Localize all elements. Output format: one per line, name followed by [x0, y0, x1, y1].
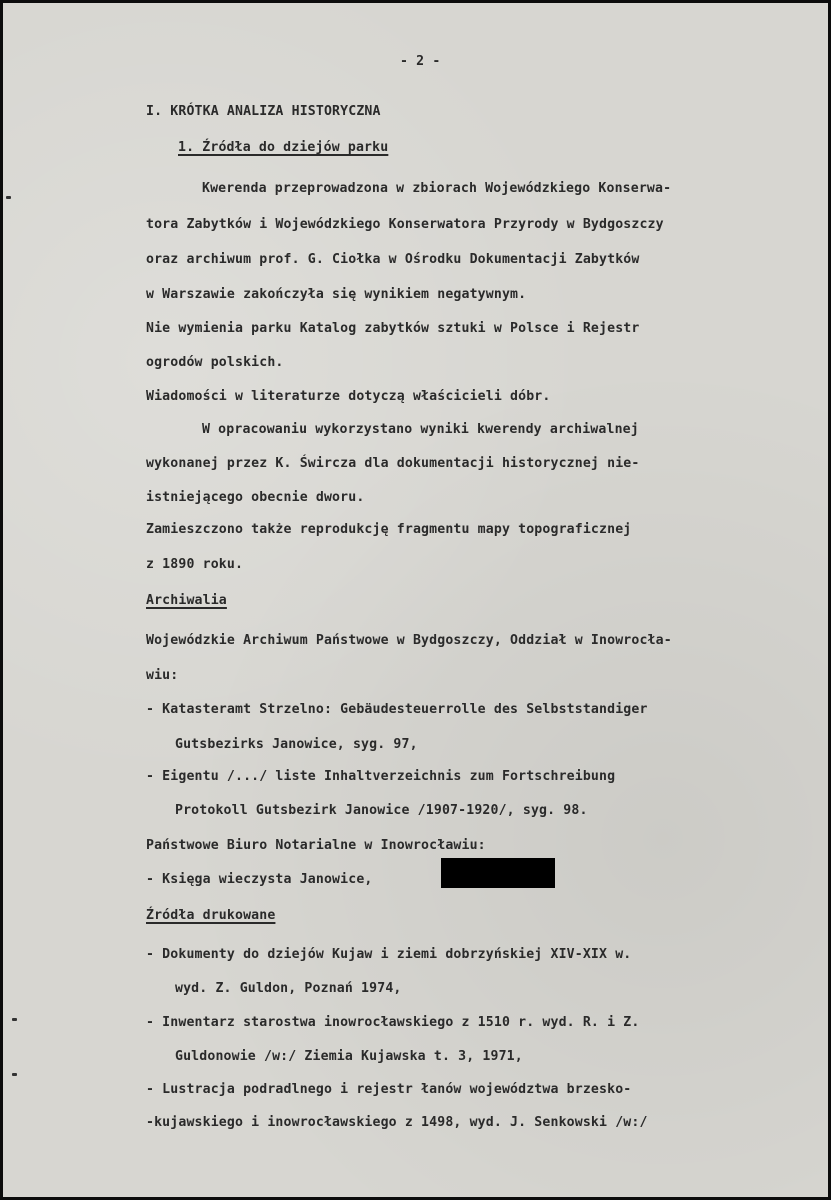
paragraph-line: Kwerenda przeprowadzona w zbiorach Wojewódzkiego Konserwa-: [202, 181, 672, 196]
section-heading: I. KRÓTKA ANALIZA HISTORYCZNA: [146, 104, 381, 119]
paragraph-line: w Warszawie zakończyła się wynikiem negatywnym.: [146, 287, 527, 302]
archiwalia-line: Protokoll Gutsbezirk Janowice /1907-1920/, syg. 98.: [175, 803, 588, 818]
printed-source-line: Guldonowie /w:/ Ziemia Kujawska t. 3, 1971,: [175, 1049, 523, 1064]
paragraph-line: tora Zabytków i Wojewódzkiego Konserwatora Przyrody w Bydgoszczy: [146, 217, 664, 232]
paragraph-line: W opracowaniu wykorzystano wyniki kwerendy archiwalnej: [202, 422, 639, 437]
archiwalia-line: - Księga wieczysta Janowice,: [146, 872, 373, 887]
archiwalia-line: Państwowe Biuro Notarialne w Inowrocławiu:: [146, 838, 486, 853]
paragraph-line: wykonanej przez K. Śwircza dla dokumentacji historycznej nie-: [146, 456, 640, 471]
redaction-block: [441, 858, 555, 888]
printed-source-line: wyd. Z. Guldon, Poznań 1974,: [175, 981, 402, 996]
printed-source-line: - Inwentarz starostwa inowrocławskiego z 1510 r. wyd. R. i Z.: [146, 1015, 640, 1030]
paragraph-line: oraz archiwum prof. G. Ciołka w Ośrodku Dokumentacji Zabytków: [146, 252, 640, 267]
printed-sources-heading: Źródła drukowane: [146, 908, 276, 923]
left-margin-mark: [6, 196, 11, 199]
archiwalia-heading: Archiwalia: [146, 593, 227, 608]
left-margin-mark: [12, 1018, 17, 1021]
paragraph-line: ogrodów polskich.: [146, 355, 284, 370]
document-page: [3, 3, 828, 1197]
archiwalia-line: wiu:: [146, 668, 179, 683]
left-margin-mark: [12, 1073, 17, 1076]
paragraph-line: Zamieszczono także reprodukcję fragmentu mapy topograficznej: [146, 522, 632, 537]
page-number: - 2 -: [400, 54, 441, 69]
paragraph-line: istniejącego obecnie dworu.: [146, 490, 365, 505]
archiwalia-line: Gutsbezirks Janowice, syg. 97,: [175, 737, 418, 752]
archiwalia-line: - Katasteramt Strzelno: Gebäudesteuerrolle des Selbststandiger: [146, 702, 648, 717]
paragraph-line: Wiadomości w literaturze dotyczą właścicieli dóbr.: [146, 389, 551, 404]
archiwalia-line: - Eigentu /.../ liste Inhaltverzeichnis zum Fortschreibung: [146, 769, 616, 784]
archiwalia-line: Wojewódzkie Archiwum Państwowe w Bydgoszczy, Oddział w Inowrocła-: [146, 633, 672, 648]
subsection-heading: 1. Źródła do dziejów parku: [178, 140, 389, 155]
paragraph-line: Nie wymienia parku Katalog zabytków sztuki w Polsce i Rejestr: [146, 321, 640, 336]
printed-source-line: -kujawskiego i inowrocławskiego z 1498, wyd. J. Senkowski /w:/: [146, 1115, 648, 1130]
paragraph-line: z 1890 roku.: [146, 557, 244, 572]
printed-source-line: - Lustracja podradlnego i rejestr łanów województwa brzesko-: [146, 1082, 632, 1097]
printed-source-line: - Dokumenty do dziejów Kujaw i ziemi dobrzyńskiej XIV-XIX w.: [146, 947, 632, 962]
